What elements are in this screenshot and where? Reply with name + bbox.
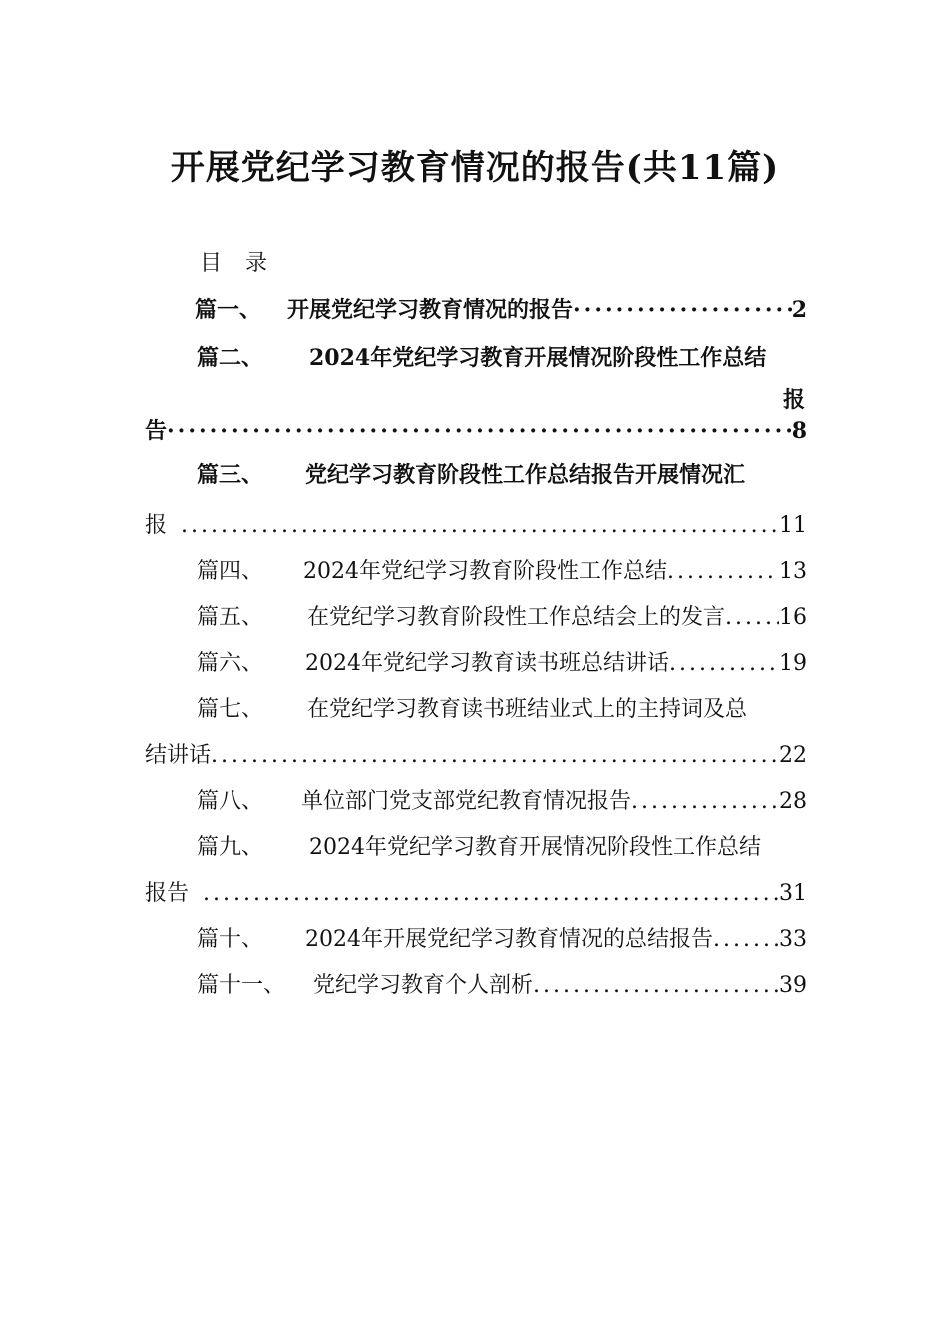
toc-entry-3[interactable] <box>197 458 807 489</box>
toc-entry-page: 13 <box>779 559 807 584</box>
toc-entry-text: 2024年党纪学习教育阶段性工作总结 <box>303 559 667 584</box>
toc-leader-dots <box>211 743 779 768</box>
toc-leader-dots <box>713 927 779 952</box>
toc-entry-10[interactable] <box>197 922 807 953</box>
toc-entry-11[interactable] <box>197 968 807 999</box>
toc-entry-label: 篇三、 <box>197 462 264 488</box>
toc-entry-text: 2024年党纪学习教育开展情况阶段性工作总结 <box>309 835 761 860</box>
toc-entry-text: 在党纪学习教育读书班结业式上的主持词及总 <box>307 697 748 722</box>
toc-entry-text: 单位部门党支部党纪教育情况报告 <box>301 789 632 814</box>
toc-entry-page: 39 <box>779 973 807 998</box>
toc-entry-text-cont: 报 <box>145 513 168 538</box>
toc-entry-page: 2 <box>791 297 807 323</box>
toc-leader-dots <box>167 418 792 444</box>
toc-leader-dots <box>669 651 779 676</box>
toc-leader-dots <box>203 881 779 906</box>
toc-entry-2-cont[interactable] <box>145 414 807 445</box>
toc-entry-page: 33 <box>779 927 807 952</box>
toc-entry-continuation: 报 <box>783 387 806 413</box>
toc-leader-dots <box>725 605 779 630</box>
toc-entry-5[interactable] <box>197 600 807 631</box>
toc-entry-7-cont[interactable] <box>145 738 807 769</box>
toc-entry-page: 31 <box>779 881 807 906</box>
toc-entry-4[interactable] <box>197 554 807 585</box>
toc-entry-text: 2024年开展党纪学习教育情况的总结报告 <box>305 927 713 952</box>
toc-entry-page: 19 <box>779 651 807 676</box>
toc-entry-label: 篇七、 <box>197 697 264 722</box>
toc-leader-dots <box>631 789 779 814</box>
toc-entry-3-cont[interactable] <box>145 508 807 539</box>
toc-entry-text: 在党纪学习教育阶段性工作总结会上的发言 <box>307 605 726 630</box>
toc-entry-label: 篇十、 <box>197 927 264 952</box>
toc-entry-text: 党纪学习教育阶段性工作总结报告开展情况汇 <box>305 462 746 488</box>
toc-entry-2[interactable] <box>197 341 807 372</box>
toc-leader-dots <box>533 973 779 998</box>
toc-entry-page: 16 <box>779 605 807 630</box>
toc-entry-label: 篇八、 <box>197 789 264 814</box>
toc-entry-label: 篇五、 <box>197 605 264 630</box>
toc-entry-text-cont: 报告 <box>145 881 190 906</box>
toc-entry-page: 28 <box>779 789 807 814</box>
toc-entry-page: 22 <box>779 743 807 768</box>
document-title: 开展党纪学习教育情况的报告(共11篇) <box>170 148 780 188</box>
toc-leader-dots <box>573 297 792 323</box>
toc-entry-8[interactable] <box>197 784 807 815</box>
toc-entry-label: 篇六、 <box>197 651 264 676</box>
toc-entry-text-cont: 结讲话 <box>145 743 212 768</box>
toc-entry-text: 开展党纪学习教育情况的报告 <box>287 297 574 323</box>
toc-entry-1[interactable] <box>195 293 807 324</box>
toc-entry-label: 篇十一、 <box>197 973 286 998</box>
toc-entry-page: 11 <box>779 513 807 538</box>
toc-entry-text: 2024年党纪学习教育开展情况阶段性工作总结 <box>309 345 767 371</box>
toc-entry-label: 篇四、 <box>197 559 264 584</box>
toc-entry-9-cont[interactable] <box>145 876 807 907</box>
toc-entry-text: 2024年党纪学习教育读书班总结讲话 <box>305 651 669 676</box>
toc-entry-9[interactable] <box>197 830 807 861</box>
toc-entry-text: 党纪学习教育个人剖析 <box>313 973 534 998</box>
toc-entry-7[interactable] <box>197 692 807 723</box>
toc-entry-text-cont: 告 <box>145 418 168 444</box>
toc-leader-dots <box>667 559 779 584</box>
toc-leader-dots <box>181 513 779 538</box>
toc-entry-page: 8 <box>791 418 807 444</box>
toc-entry-6[interactable] <box>197 646 807 677</box>
toc-entry-label: 篇九、 <box>197 835 264 860</box>
toc-entry-label: 篇一、 <box>195 297 262 323</box>
toc-heading: 目 录 <box>200 251 267 276</box>
toc-entry-label: 篇二、 <box>197 345 264 371</box>
